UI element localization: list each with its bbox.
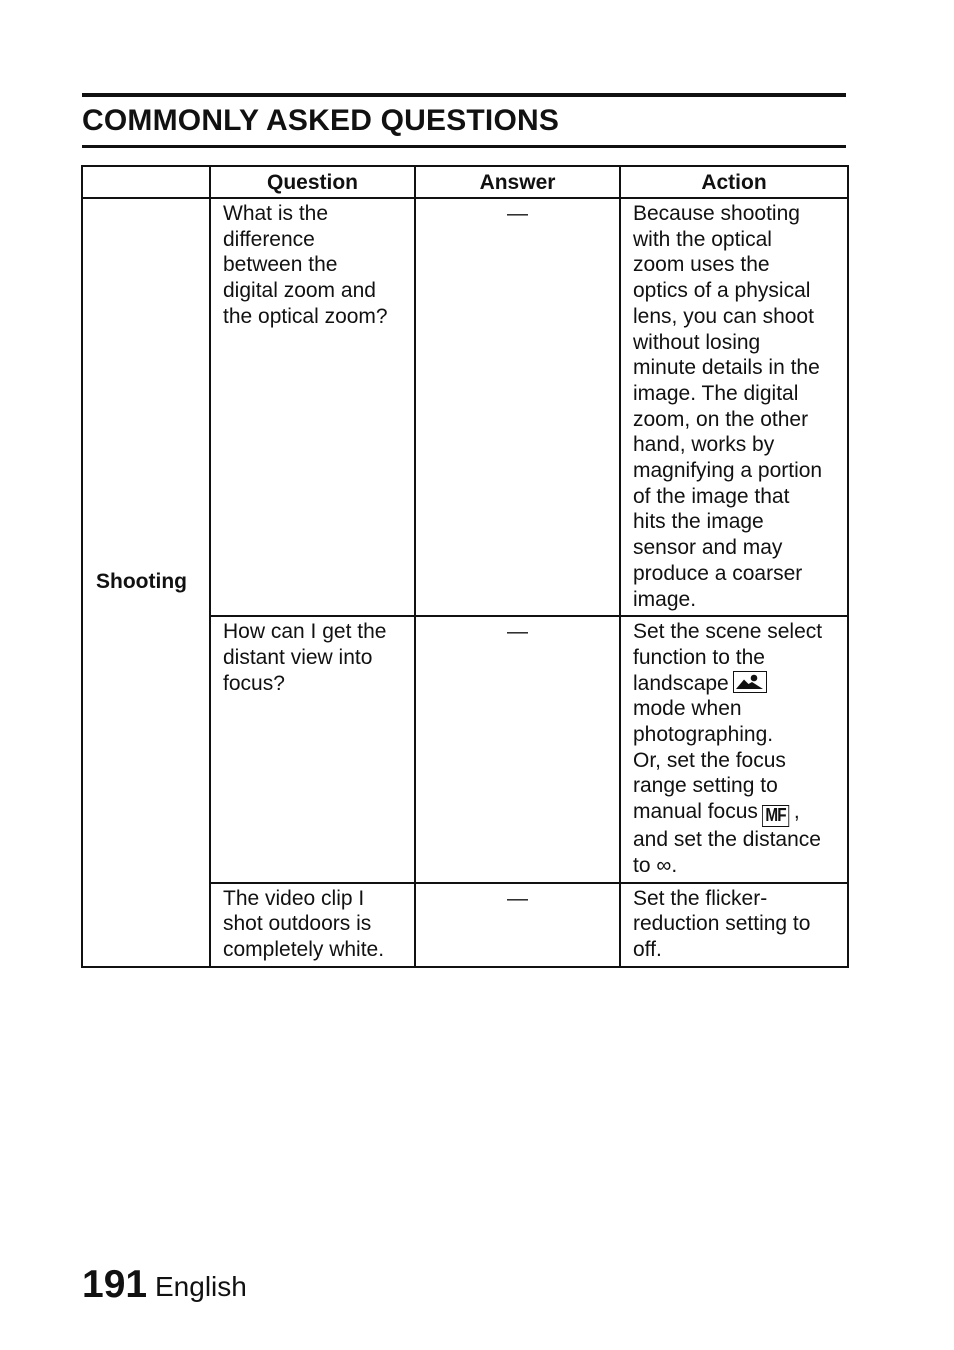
question-text: How can I get the distant view into focus? [223, 620, 387, 695]
action-cell [620, 616, 848, 882]
table-header-row [82, 166, 848, 198]
page-number: 191 [82, 1263, 148, 1306]
question-cell [210, 198, 415, 616]
page-title: COMMONLY ASKED QUESTIONS [82, 104, 560, 137]
header-action: Action [620, 166, 848, 198]
landscape-mode-icon [733, 671, 767, 693]
header-category [82, 166, 210, 198]
action-cell [620, 198, 848, 616]
table-row [82, 198, 848, 616]
manual-focus-icon: MF [762, 805, 789, 827]
answer-text: — [507, 620, 528, 644]
page-language: English [155, 1271, 247, 1302]
question-cell [210, 616, 415, 882]
header-answer: Answer [415, 166, 620, 198]
header-question: Question [210, 166, 415, 198]
title-rule-bottom [82, 145, 846, 148]
action-text-part2: mode when photographing. Or, set the focus range setting to manual focus [633, 697, 786, 824]
question-text: What is the difference between the digital zoom and the optical zoom? [223, 202, 388, 328]
answer-cell [415, 198, 620, 616]
question-cell [210, 883, 415, 967]
question-text: The video clip I shot outdoors is completely white. [223, 886, 385, 961]
action-text: Because shooting with the optical zoom uses the optics of a physical lens, you can shoot without losing minute details in the image. The digital zoom, on the other hand, works by magnifying a portion of the image that hits the image sensor and may produce a coarser image. [633, 202, 823, 611]
answer-text: — [507, 886, 528, 910]
action-text-part1: Set the scene select function to the landscape [633, 620, 823, 695]
faq-table [81, 165, 849, 968]
answer-text: — [507, 202, 528, 225]
answer-cell [415, 616, 620, 882]
action-cell [620, 883, 848, 967]
title-rule-top [82, 93, 846, 97]
category-cell: Shooting [82, 198, 210, 967]
action-text: Set the flicker- reduction setting to off. [633, 886, 811, 961]
answer-cell [415, 883, 620, 967]
action-text-part3: , and set the distance to ∞. [633, 800, 821, 877]
